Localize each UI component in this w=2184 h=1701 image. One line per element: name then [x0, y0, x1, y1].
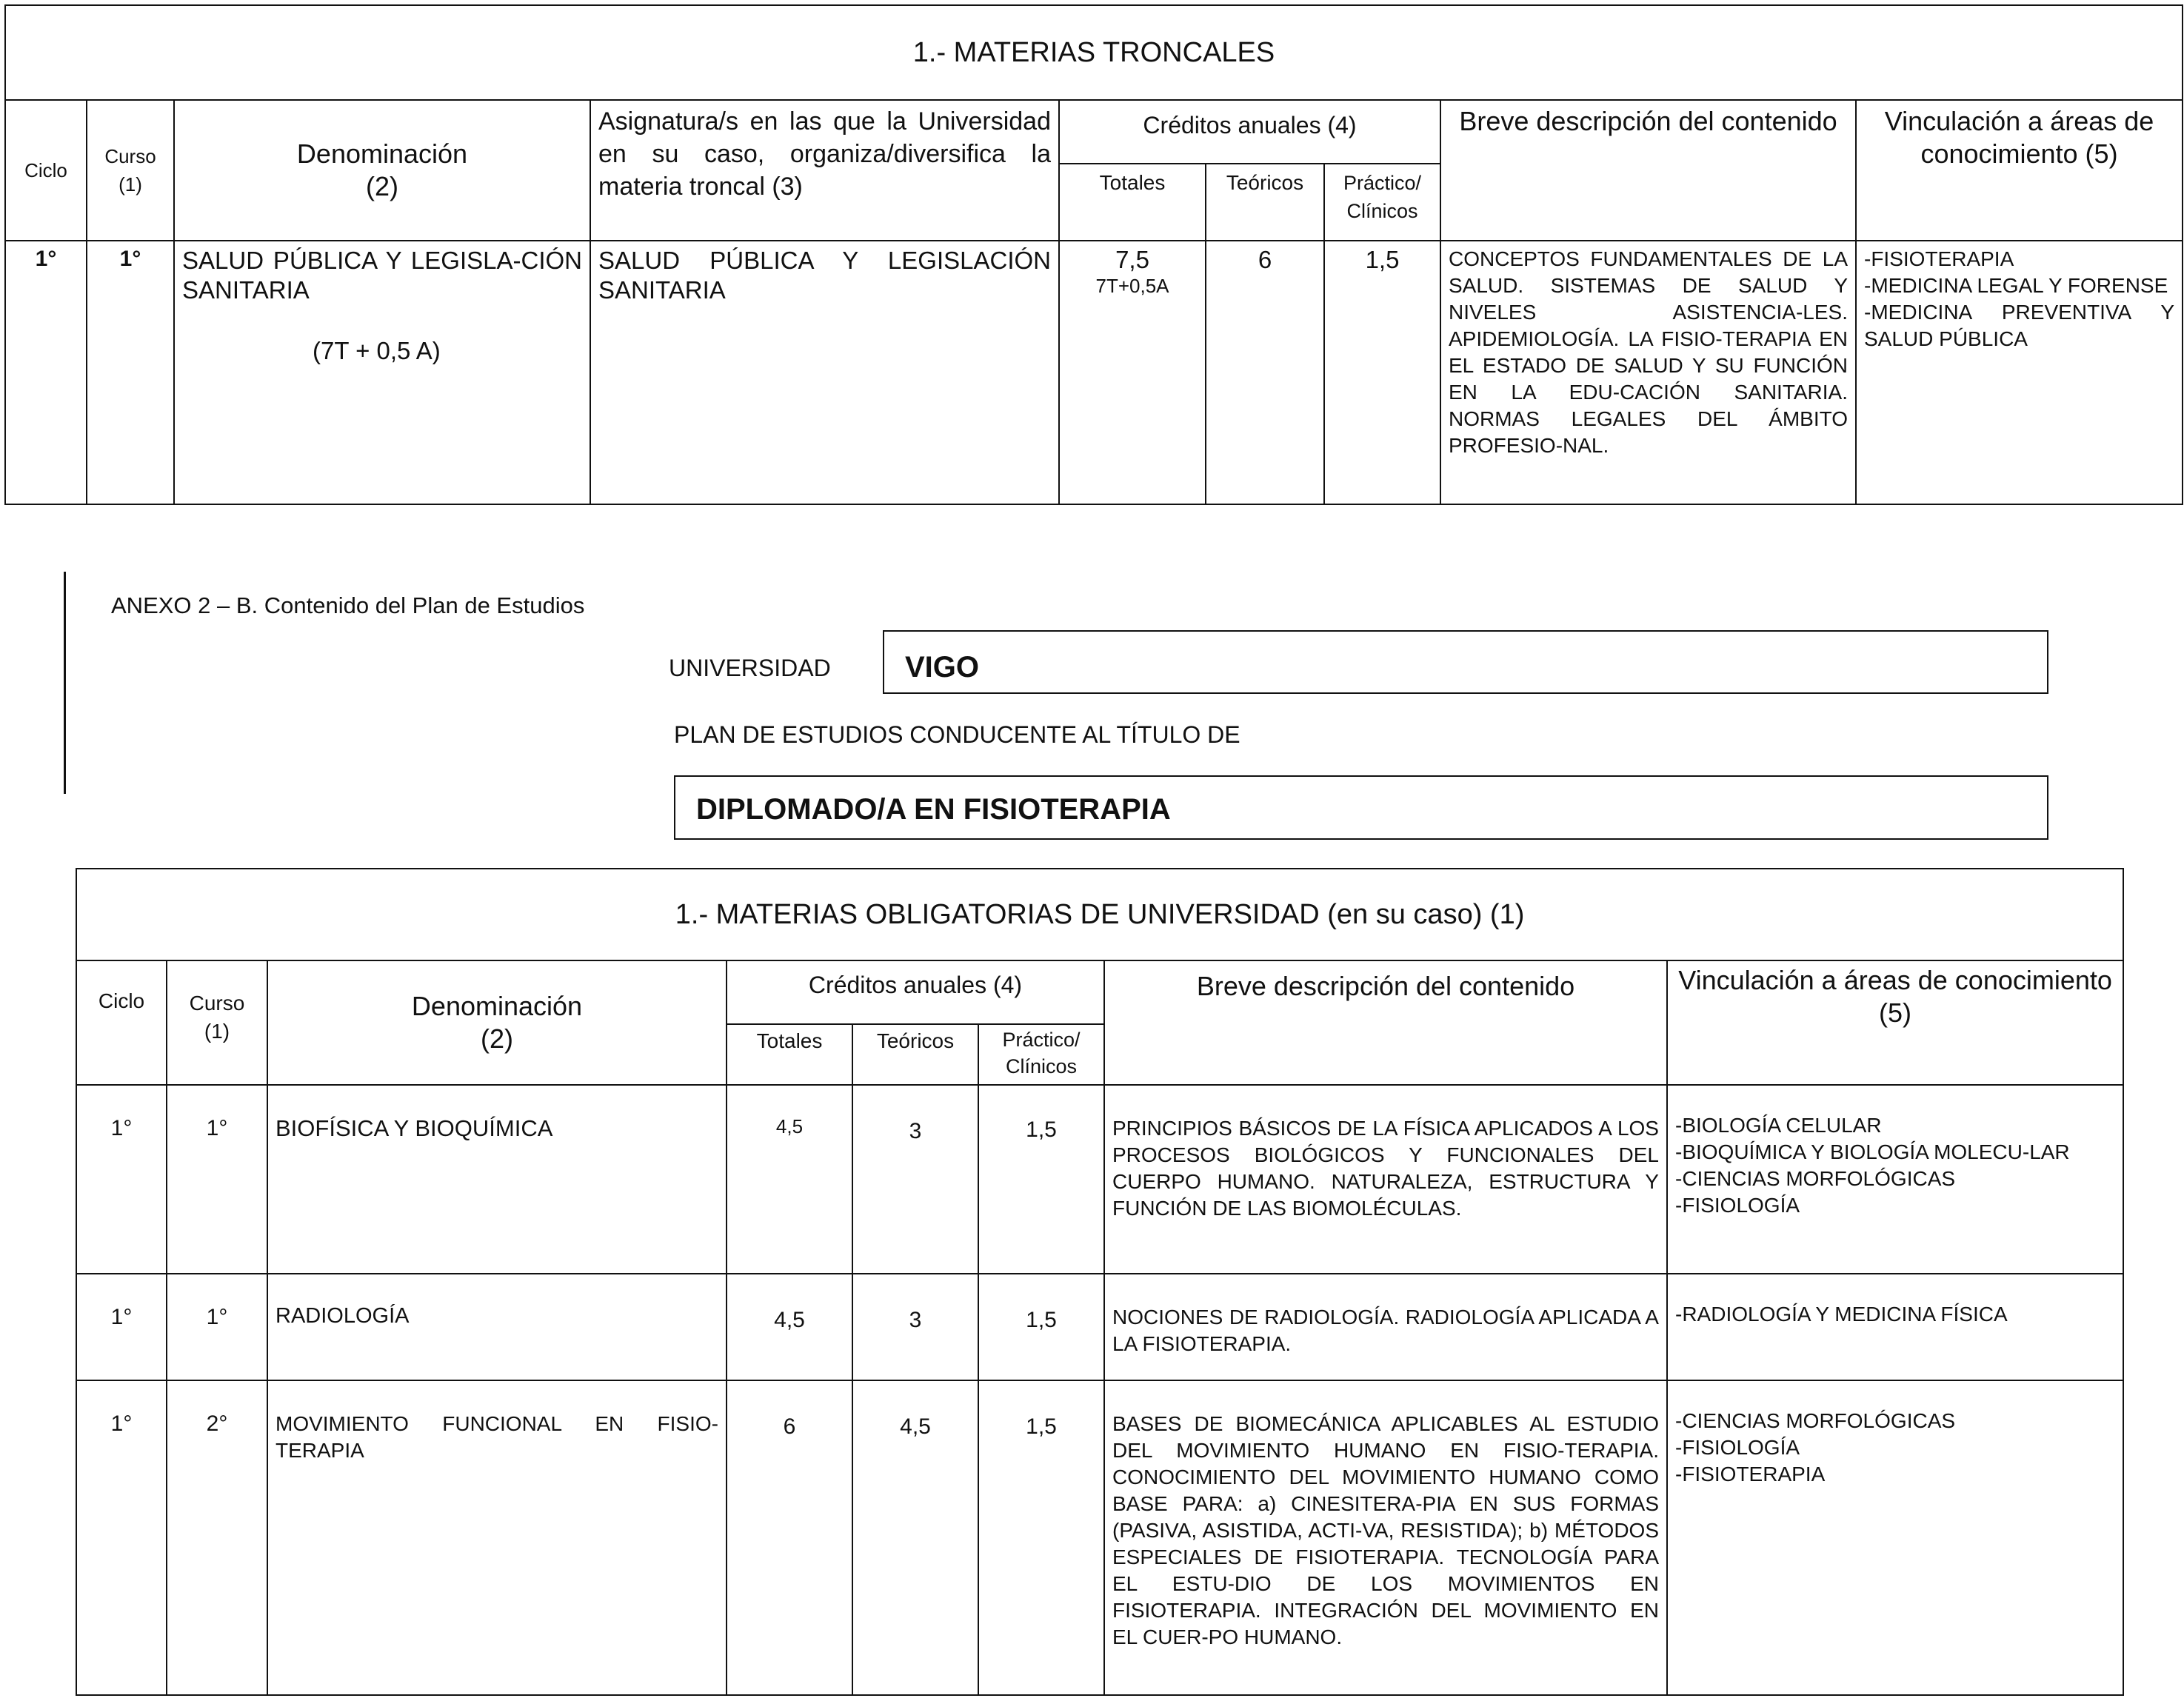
header-curso: Curso (1) — [87, 100, 174, 241]
header-asignatura: Asignatura/s en las que la Universidad en su caso, organiza/diversifica la materia troncal (3) — [590, 100, 1059, 241]
table-row — [76, 1085, 2123, 1274]
cell-denominacion: RADIOLOGÍA — [267, 1274, 727, 1380]
header-practicos: Práctico/ Clínicos — [1324, 164, 1440, 241]
cell-teoricos: 6 — [1206, 241, 1324, 504]
header-teoricos: Teóricos — [1206, 164, 1324, 241]
cell-totales: 6 — [727, 1380, 852, 1695]
header-ciclo: Ciclo — [5, 100, 87, 241]
universidad-value: VIGO — [905, 651, 980, 684]
cell-practicos: 1,5 — [978, 1274, 1104, 1380]
header-practicos: Práctico/ Clínicos — [978, 1024, 1104, 1085]
header-totales: Totales — [1059, 164, 1206, 241]
cell-asignatura: SALUD PÚBLICA Y LEGISLACIÓN SANITARIA — [590, 241, 1059, 504]
cell-curso: 2° — [167, 1380, 267, 1695]
header-curso: Curso (1) — [167, 960, 267, 1085]
header-ciclo: Ciclo — [76, 960, 167, 1085]
cell-ciclo: 1° — [76, 1274, 167, 1380]
annex-label: ANEXO 2 – B. Contenido del Plan de Estudios — [111, 592, 585, 618]
table2-title: 1.- MATERIAS OBLIGATORIAS DE UNIVERSIDAD (en su caso) (1) — [76, 869, 2123, 960]
cell-vinculacion: -RADIOLOGÍA Y MEDICINA FÍSICA — [1667, 1274, 2123, 1380]
header-descripcion: Breve descripción del contenido — [1104, 960, 1667, 1085]
cell-ciclo: 1° — [76, 1085, 167, 1274]
denominacion-note: (7T + 0,5 A) — [313, 337, 441, 364]
cell-descripcion: PRINCIPIOS BÁSICOS DE LA FÍSICA APLICADOS A LOS PROCESOS BIOLÓGICOS Y FUNCIONALES DEL CUERPO HUMANO. NATURALEZA, ESTRUCTURA Y FUNCIÓN DE LAS BIOMOLÉCULAS. — [1104, 1085, 1667, 1274]
cell-descripcion: NOCIONES DE RADIOLOGÍA. RADIOLOGÍA APLICADA A LA FISIOTERAPIA. — [1104, 1274, 1667, 1380]
cell-vinculacion: -FISIOTERAPIA -MEDICINA LEGAL Y FORENSE -MEDICINA PREVENTIVA Y SALUD PÚBLICA — [1856, 241, 2183, 504]
cell-practicos: 1,5 — [978, 1380, 1104, 1695]
cell-teoricos: 4,5 — [852, 1380, 978, 1695]
cell-denominacion: MOVIMIENTO FUNCIONAL EN FISIO-TERAPIA — [267, 1380, 727, 1695]
titulo-value: DIPLOMADO/A EN FISIOTERAPIA — [696, 793, 1171, 826]
header-vinculacion: Vinculación a áreas de conocimiento (5) — [1856, 100, 2183, 241]
cell-teoricos: 3 — [852, 1274, 978, 1380]
table-row — [76, 1380, 2123, 1695]
universidad-field — [883, 630, 2048, 694]
cell-practicos: 1,5 — [978, 1085, 1104, 1274]
header-teoricos: Teóricos — [852, 1024, 978, 1085]
cell-curso: 1° — [167, 1085, 267, 1274]
header-creditos: Créditos anuales (4) — [1059, 100, 1440, 164]
cell-vinculacion: -CIENCIAS MORFOLÓGICAS -FISIOLOGÍA -FISIOTERAPIA — [1667, 1380, 2123, 1695]
titulo-field — [674, 775, 2048, 840]
table1-title: 1.- MATERIAS TRONCALES — [5, 5, 2183, 100]
header-creditos: Créditos anuales (4) — [727, 960, 1104, 1024]
totales-note: 7T+0,5A — [1095, 275, 1169, 297]
universidad-label: UNIVERSIDAD — [669, 655, 831, 681]
header-denominacion: Denominación (2) — [174, 100, 590, 241]
cell-totales: 4,5 — [727, 1085, 852, 1274]
table-materias-obligatorias — [76, 868, 2123, 1696]
cell-vinculacion: -BIOLOGÍA CELULAR -BIOQUÍMICA Y BIOLOGÍA MOLECU-LAR -CIENCIAS MORFOLÓGICAS -FISIOLOGÍA — [1667, 1085, 2123, 1274]
cell-denominacion: BIOFÍSICA Y BIOQUÍMICA — [267, 1085, 727, 1274]
table-materias-troncales — [4, 4, 2182, 505]
cell-ciclo: 1° — [5, 241, 87, 504]
cell-curso: 1° — [167, 1274, 267, 1380]
plan-label: PLAN DE ESTUDIOS CONDUCENTE AL TÍTULO DE — [674, 721, 1240, 748]
cell-totales — [1059, 241, 1206, 504]
denominacion-text: SALUD PÚBLICA Y LEGISLA-CIÓN SANITARIA — [182, 247, 582, 304]
cell-descripcion: BASES DE BIOMECÁNICA APLICABLES AL ESTUDIO DEL MOVIMIENTO HUMANO EN FISIO-TERAPIA. CONOCIMIENTO DEL MOVIMIENTO HUMANO COMO BASE PARA: a) CINESITERA-PIA EN SUS FORMAS (PASIVA, ASISTIDA, ACTI-VA, RESISTIDA); b) MÉTODOS ESPECIALES DE FISIOTERAPIA. TECNOLOGÍA PARA EL ESTU-DIO DE LOS MOVIMIENTOS EN FISIOTERAPIA. INTEGRACIÓN DEL MOVIMIENTO EN EL CUER-PO HUMANO. — [1104, 1380, 1667, 1695]
cell-curso: 1° — [87, 241, 174, 504]
cell-totales: 4,5 — [727, 1274, 852, 1380]
header-denominacion: Denominación (2) — [267, 960, 727, 1085]
table-row — [76, 1274, 2123, 1380]
cell-descripcion: CONCEPTOS FUNDAMENTALES DE LA SALUD. SISTEMAS DE SALUD Y NIVELES ASISTENCIA-LES. APIDEMIOLOGÍA. LA FISIO-TERAPIA EN EL ESTADO DE SALUD Y SU FUNCIÓN EN LA EDU-CACIÓN SANITARIA. NORMAS LEGALES DEL ÁMBITO PROFESIO-NAL. — [1440, 241, 1856, 504]
header-vinculacion: Vinculación a áreas de conocimiento (5) — [1667, 960, 2123, 1085]
margin-rule — [64, 572, 66, 794]
cell-ciclo: 1° — [76, 1380, 167, 1695]
header-descripcion: Breve descripción del contenido — [1440, 100, 1856, 241]
cell-teoricos: 3 — [852, 1085, 978, 1274]
table-row — [5, 241, 2183, 504]
cell-practicos: 1,5 — [1324, 241, 1440, 504]
cell-denominacion — [174, 241, 590, 504]
header-totales: Totales — [727, 1024, 852, 1085]
totales-value: 7,5 — [1115, 246, 1149, 273]
